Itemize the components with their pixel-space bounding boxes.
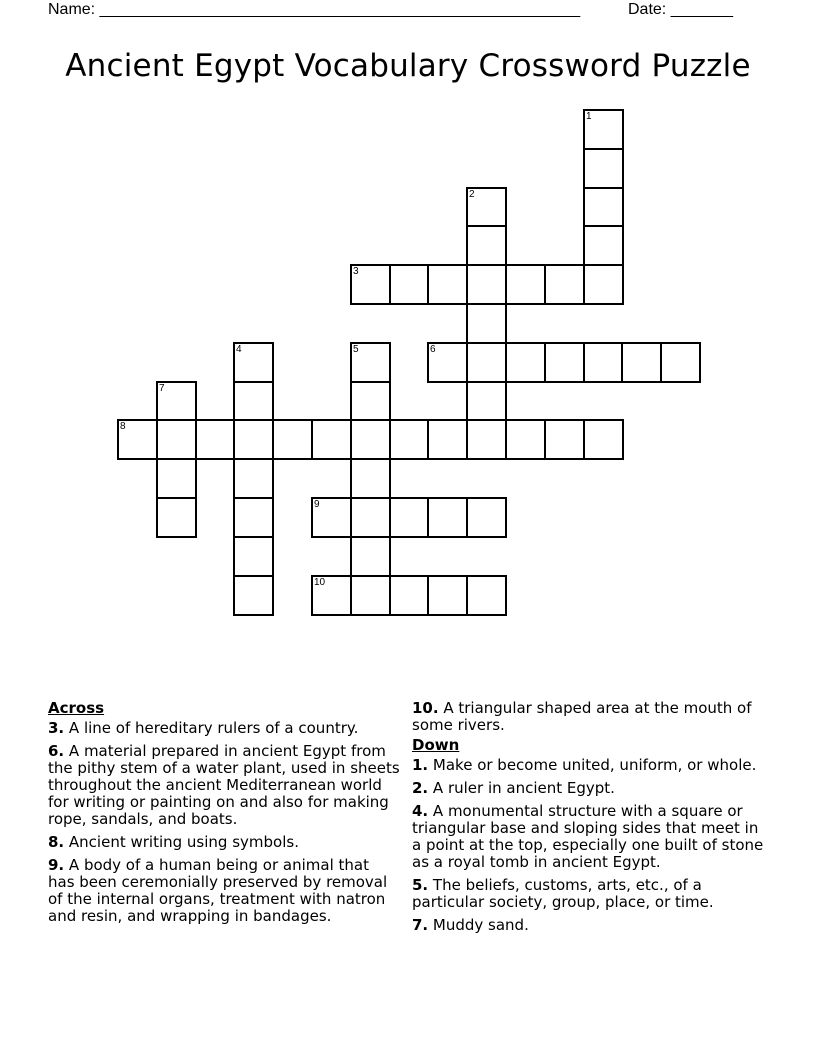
across-clue-3 <box>48 720 400 737</box>
crossword-cell[interactable] <box>350 381 391 422</box>
crossword-cell[interactable] <box>350 264 391 305</box>
crossword-cell[interactable] <box>233 419 274 460</box>
crossword-cell[interactable] <box>272 419 313 460</box>
clue-text: A triangular shaped area at the mouth of some rivers. <box>412 699 752 734</box>
down-clue-5 <box>412 877 764 911</box>
clue-text: Ancient writing using symbols. <box>64 833 299 851</box>
crossword-cell[interactable] <box>660 342 701 383</box>
crossword-cell[interactable] <box>583 419 624 460</box>
across-clue-10 <box>412 700 764 734</box>
crossword-cell[interactable] <box>156 458 197 499</box>
crossword-cell[interactable] <box>466 575 507 616</box>
clue-number-label: 5 <box>353 344 359 355</box>
crossword-cell[interactable] <box>350 536 391 577</box>
name-field-label[interactable]: Name: ______________________________________________________ <box>48 1 581 18</box>
crossword-cell[interactable] <box>350 342 391 383</box>
across-clue-6 <box>48 743 400 828</box>
crossword-cell[interactable] <box>583 187 624 228</box>
clue-number-label: 2 <box>469 189 475 200</box>
clue-number: 4. <box>412 802 429 820</box>
clues-column-right <box>412 700 764 940</box>
crossword-cell[interactable] <box>466 225 507 266</box>
crossword-cell[interactable] <box>233 536 274 577</box>
crossword-cell[interactable] <box>233 381 274 422</box>
crossword-cell[interactable] <box>233 497 274 538</box>
date-field-label[interactable]: Date: _______ <box>628 1 733 18</box>
crossword-cell[interactable] <box>156 497 197 538</box>
down-clue-1 <box>412 757 764 774</box>
crossword-cell[interactable] <box>311 497 352 538</box>
page-title: Ancient Egypt Vocabulary Crossword Puzzle <box>65 48 751 84</box>
crossword-cell[interactable] <box>583 148 624 189</box>
crossword-cell[interactable] <box>505 342 546 383</box>
crossword-cell[interactable] <box>117 419 158 460</box>
clue-text: Make or become united, uniform, or whole. <box>428 756 757 774</box>
clue-text: The beliefs, customs, arts, etc., of a particular society, group, place, or time. <box>412 876 714 911</box>
crossword-cell[interactable] <box>583 342 624 383</box>
crossword-cell[interactable] <box>427 575 468 616</box>
clue-number-label: 1 <box>586 111 592 122</box>
crossword-cell[interactable] <box>389 264 430 305</box>
clue-number: 7. <box>412 916 429 934</box>
crossword-cell[interactable] <box>544 419 585 460</box>
clue-number-label: 4 <box>236 344 242 355</box>
across-clue-8 <box>48 834 400 851</box>
down-heading: Down <box>412 736 460 754</box>
clue-number-label: 9 <box>314 499 320 510</box>
crossword-cell[interactable] <box>466 497 507 538</box>
clue-text: A monumental structure with a square or triangular base and sloping sides that meet in a point at the top, especially one built of stone as a royal tomb in ancient Egypt. <box>412 802 764 871</box>
crossword-cell[interactable] <box>389 419 430 460</box>
crossword-cell[interactable] <box>466 342 507 383</box>
clue-number: 2. <box>412 779 429 797</box>
crossword-cell[interactable] <box>505 264 546 305</box>
crossword-cell[interactable] <box>389 575 430 616</box>
clue-text: Muddy sand. <box>428 916 529 934</box>
crossword-cell[interactable] <box>233 575 274 616</box>
clue-number: 8. <box>48 833 65 851</box>
crossword-cell[interactable] <box>233 342 274 383</box>
clue-number: 5. <box>412 876 429 894</box>
clue-number: 3. <box>48 719 65 737</box>
crossword-cell[interactable] <box>466 419 507 460</box>
clue-number-label: 10 <box>314 577 326 588</box>
crossword-cell[interactable] <box>350 497 391 538</box>
crossword-cell[interactable] <box>466 264 507 305</box>
crossword-cell[interactable] <box>427 342 468 383</box>
crossword-cell[interactable] <box>350 575 391 616</box>
clue-number-label: 8 <box>120 421 126 432</box>
crossword-cell[interactable] <box>466 381 507 422</box>
crossword-cell[interactable] <box>544 342 585 383</box>
crossword-cell[interactable] <box>233 458 274 499</box>
crossword-cell[interactable] <box>350 419 391 460</box>
clue-text: A ruler in ancient Egypt. <box>428 779 615 797</box>
crossword-cell[interactable] <box>156 419 197 460</box>
clue-text: A material prepared in ancient Egypt from the pithy stem of a water plant, used in sheets throughout the ancient Mediterranean world for writing or painting on and also for making rope, sandals, and boats. <box>48 742 400 828</box>
across-heading: Across <box>48 699 105 717</box>
crossword-cell[interactable] <box>621 342 662 383</box>
down-clue-2 <box>412 780 764 797</box>
down-clue-4 <box>412 803 764 871</box>
crossword-cell[interactable] <box>311 419 352 460</box>
clues-column-left <box>48 700 400 931</box>
clue-text: A body of a human being or animal that has been ceremonially preserved by removal of the internal organs, treatment with natron and resin, and wrapping in bandages. <box>48 856 388 925</box>
crossword-cell[interactable] <box>195 419 236 460</box>
crossword-cell[interactable] <box>544 264 585 305</box>
crossword-cell[interactable] <box>311 575 352 616</box>
crossword-cell[interactable] <box>427 419 468 460</box>
crossword-cell[interactable] <box>427 497 468 538</box>
crossword-cell[interactable] <box>427 264 468 305</box>
down-clue-7 <box>412 917 764 934</box>
crossword-cell[interactable] <box>466 187 507 228</box>
clue-number: 1. <box>412 756 429 774</box>
clue-number: 9. <box>48 856 65 874</box>
crossword-cell[interactable] <box>583 264 624 305</box>
clue-number: 6. <box>48 742 65 760</box>
crossword-cell[interactable] <box>156 381 197 422</box>
crossword-cell[interactable] <box>466 303 507 344</box>
crossword-cell[interactable] <box>505 419 546 460</box>
crossword-cell[interactable] <box>350 458 391 499</box>
clue-number-label: 3 <box>353 266 359 277</box>
crossword-cell[interactable] <box>583 109 624 150</box>
crossword-cell[interactable] <box>583 225 624 266</box>
clue-number: 10. <box>412 699 439 717</box>
crossword-cell[interactable] <box>389 497 430 538</box>
clue-number-label: 6 <box>430 344 436 355</box>
clue-text: A line of hereditary rulers of a country. <box>64 719 359 737</box>
clue-number-label: 7 <box>159 383 165 394</box>
across-clue-9 <box>48 857 400 925</box>
